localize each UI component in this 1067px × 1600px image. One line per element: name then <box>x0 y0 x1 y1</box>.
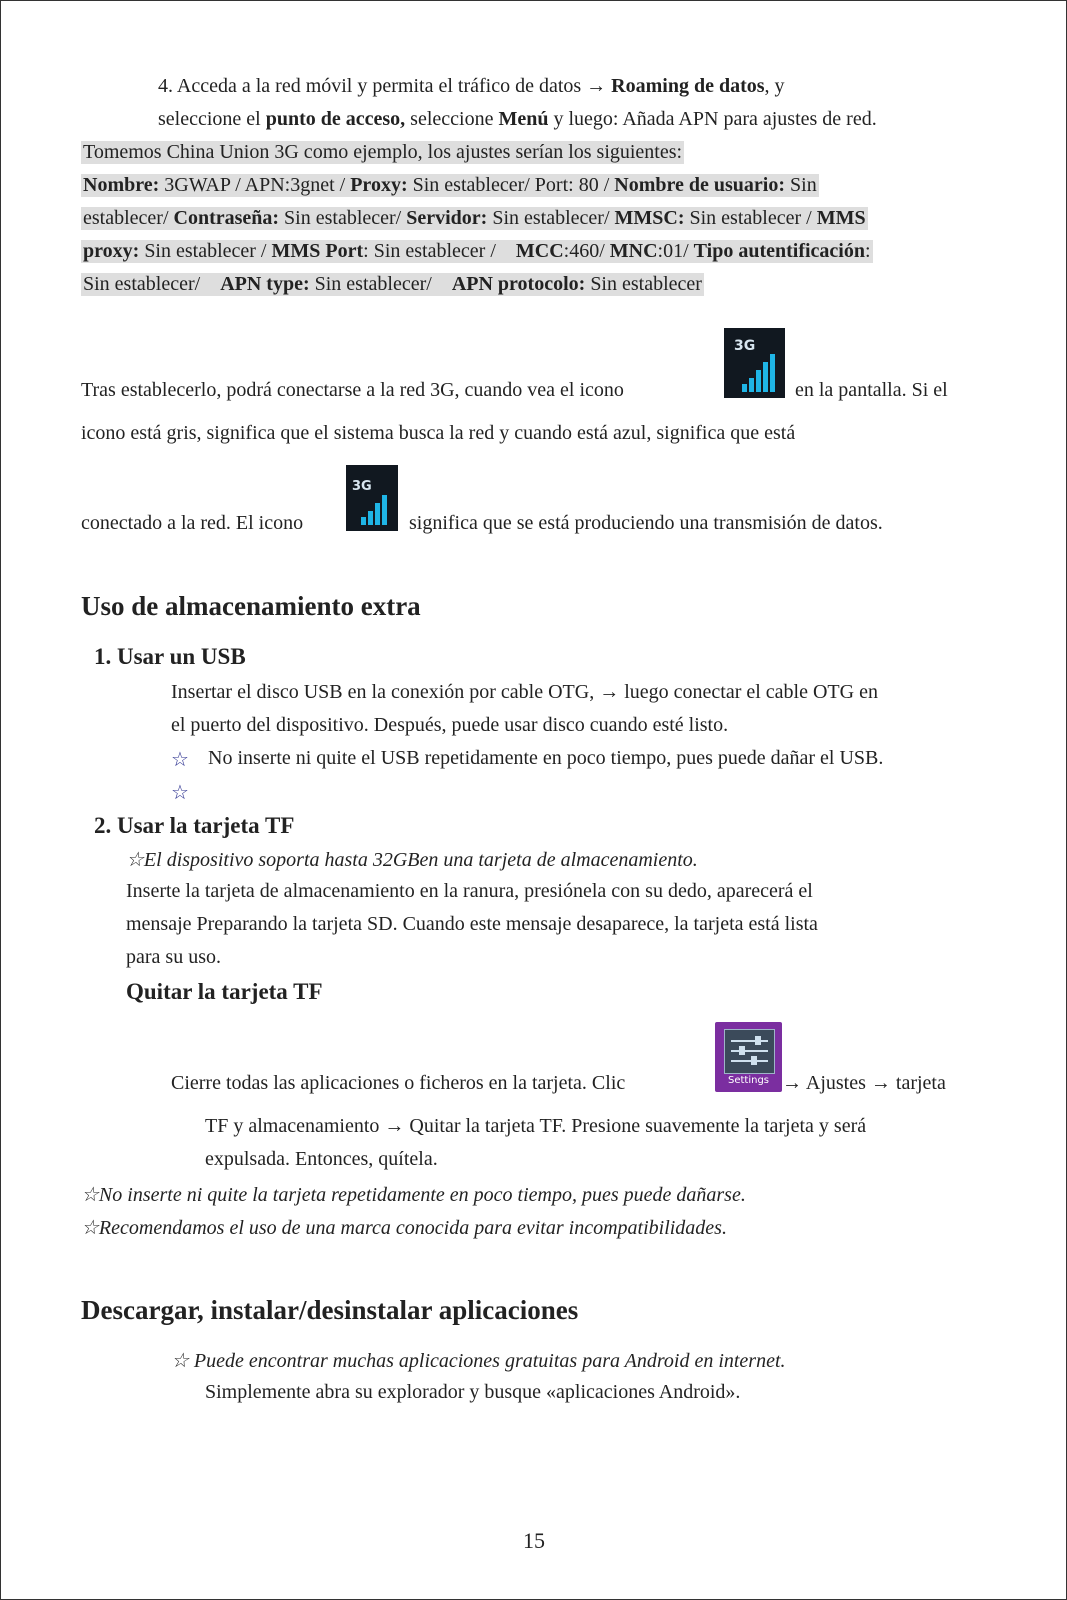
remove-tf-title: Quitar la tarjeta TF <box>126 979 323 1004</box>
tf-para-2: mensaje Preparando la tarjeta SD. Cuando este mensaje desaparece, la tarjeta está lista <box>126 913 818 935</box>
apn-line1: Nombre: 3GWAP / APN:3gnet / Proxy: Sin establecer/ Port: 80 / Nombre de usuario: Sin <box>83 174 817 196</box>
usb-para-1: Insertar el disco USB en la conexión por cable OTG, → luego conectar el cable OTG en <box>171 681 878 703</box>
tf-title: 2. Usar la tarjeta TF <box>94 813 295 838</box>
net-line2: icono está gris, significa que el sistema busca la red y cuando está azul, significa que está <box>81 422 796 444</box>
section-title-storage: Uso de almacenamiento extra <box>81 591 421 621</box>
section-title-apps: Descargar, instalar/desinstalar aplicaciones <box>81 1295 579 1325</box>
apps-para-2: Simplemente abra su explorador y busque «aplicaciones Android». <box>205 1381 741 1403</box>
apps-para-1: ☆ Puede encontrar muchas aplicaciones gratuitas para Android en internet. <box>171 1350 786 1372</box>
usb-para-2: el puerto del dispositivo. Después, puede usar disco cuando esté listo. <box>171 714 729 736</box>
apn-line2: establecer/ Contraseña: Sin establecer/ Servidor: Sin establecer/ MMSC: Sin establecer / MMS <box>83 207 866 229</box>
usb-warning: No inserte ni quite el USB repetidamente en poco tiempo, pues puede dañar el USB. <box>208 747 884 769</box>
apn-line3: proxy: Sin establecer / MMS Port: Sin establecer / MCC:460/ MNC:01/ Tipo autentificación: <box>83 240 871 262</box>
apn-line4: Sin establecer/ APN type: Sin establecer/ APN protocolo: Sin establecer <box>83 273 702 295</box>
3g-data-transfer-icon: 3G <box>346 465 398 531</box>
tf-para-3: para su uso. <box>126 946 221 968</box>
page-number: 15 <box>523 1528 545 1553</box>
net-line3-a: conectado a la red. El icono <box>81 512 304 534</box>
roaming-term: Roaming de datos <box>611 75 765 97</box>
settings-app-icon: Settings <box>715 1022 782 1092</box>
tf-warning-1: ☆No inserte ni quite la tarjeta repetidamente en poco tiempo, pues puede dañarse. <box>81 1184 746 1206</box>
remove-line1-b: → Ajustes → tarjeta <box>782 1072 946 1094</box>
tf-warning-2: ☆Recomendamos el uso de una marca conocida para evitar incompatibilidades. <box>81 1217 727 1239</box>
net-line1-b: en la pantalla. Si el <box>795 379 948 401</box>
net-line1-a: Tras establecerlo, podrá conectarse a la red 3G, cuando vea el icono <box>81 379 624 401</box>
star-icon: ☆ <box>171 749 189 771</box>
item4-line2: seleccione el punto de acceso, seleccione Menú y luego: Añada APN para ajustes de red. <box>158 108 877 130</box>
remove-line3: expulsada. Entonces, quítela. <box>205 1148 438 1170</box>
net-line3-b: significa que se está produciendo una transmisión de datos. <box>409 512 883 534</box>
remove-line2: TF y almacenamiento → Quitar la tarjeta TF. Presione suavemente la tarjeta y será <box>205 1115 867 1137</box>
sliders-icon <box>724 1029 775 1074</box>
tf-para-1: Inserte la tarjeta de almacenamiento en la ranura, presiónela con su dedo, aparecerá el <box>126 880 813 902</box>
item4-line1: 4. Acceda a la red móvil y permita el tráfico de datos → Roaming de datos, y <box>158 75 785 97</box>
tf-note: ☆El dispositivo soporta hasta 32GBen una tarjeta de almacenamiento. <box>126 849 698 871</box>
star-icon: ☆ <box>171 782 189 804</box>
usb-title: 1. Usar un USB <box>94 644 246 669</box>
remove-line1-a: Cierre todas las aplicaciones o ficheros en la tarjeta. Clic <box>171 1072 626 1094</box>
3g-signal-icon: 3G <box>724 328 785 398</box>
apn-intro: Tomemos China Union 3G como ejemplo, los ajustes serían los siguientes: <box>83 141 683 163</box>
